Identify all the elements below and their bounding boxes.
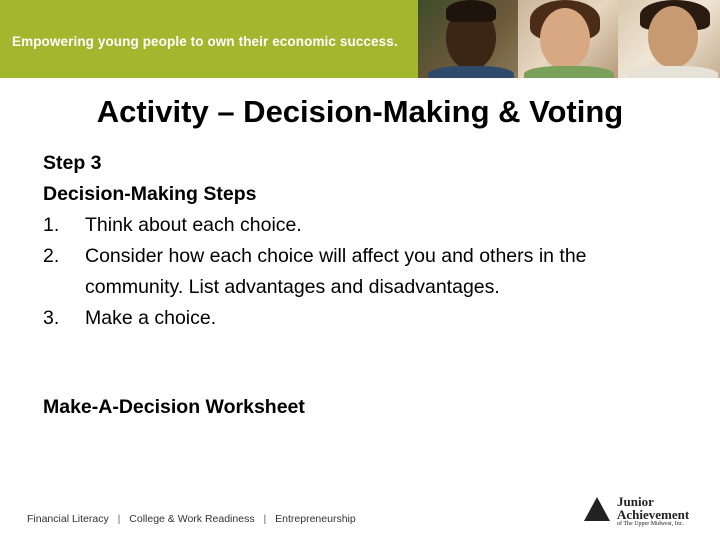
footer-link-college-work-readiness[interactable]: College & Work Readiness (129, 513, 255, 525)
header-banner (0, 0, 720, 78)
footer-separator: | (117, 513, 121, 525)
footer-links (27, 513, 356, 525)
subheading: Decision-Making Steps (43, 183, 257, 205)
student-photo-3 (618, 0, 720, 78)
step-label: Step 3 (43, 152, 102, 174)
slide-body (43, 148, 670, 334)
list-text: Think about each choice. (85, 214, 302, 236)
list-text: Consider how each choice will affect you and others in the community. List advantages and disadvantages. (85, 245, 587, 298)
logo-line-3: of The Upper Midwest, Inc. (617, 521, 684, 527)
slide-title: Activity – Decision-Making & Voting (96, 94, 624, 129)
student-photo-1 (418, 0, 518, 78)
list-item (43, 241, 670, 303)
list-number: 3. (43, 307, 60, 329)
junior-achievement-logo (584, 495, 696, 531)
logo-line-1: Junior (617, 494, 654, 509)
logo-line-2: Achievement (617, 507, 690, 522)
footer-separator: | (263, 513, 267, 525)
list-number: 2. (43, 245, 60, 267)
list-item (43, 210, 670, 241)
footer-link-entrepreneurship[interactable]: Entrepreneurship (275, 513, 356, 525)
student-photo-2 (518, 0, 618, 78)
ja-triangle-icon (584, 497, 610, 521)
tagline: Empowering young people to own their economic success. (12, 34, 398, 49)
list-item (43, 303, 670, 334)
worksheet-link[interactable]: Make-A-Decision Worksheet (43, 396, 305, 418)
footer-link-financial-literacy[interactable]: Financial Literacy (27, 513, 109, 525)
list-number: 1. (43, 214, 60, 236)
list-text: Make a choice. (85, 307, 217, 329)
